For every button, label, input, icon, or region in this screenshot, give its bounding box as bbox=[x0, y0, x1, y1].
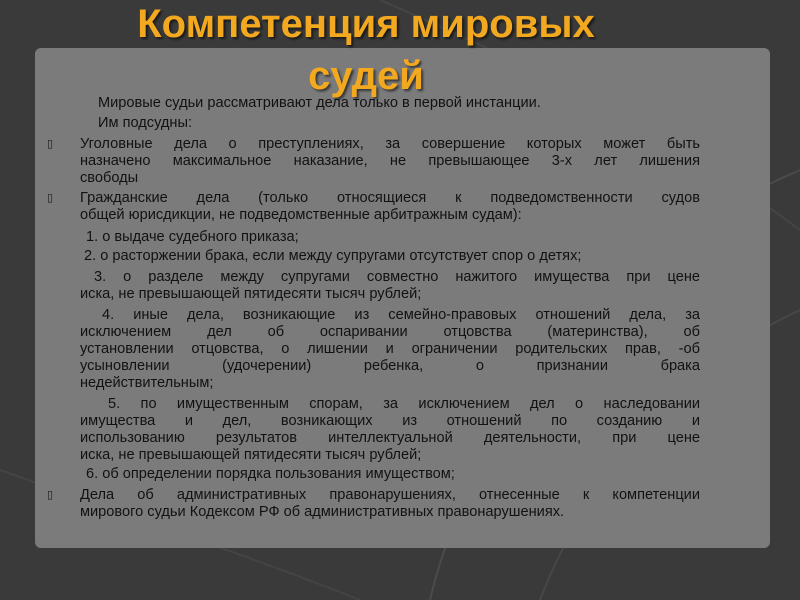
bullet-icon: ▯ bbox=[47, 191, 54, 204]
criminal-cases-text: Уголовные дела о преступлениях, за совершение которых может быть bbox=[80, 136, 700, 152]
criminal-cases-text: назначено максимальное наказание, не превышающее 3-х лет лишения bbox=[80, 153, 700, 169]
list-item-2: 2. о расторжении брака, если между супругами отсутствует спор о детях; bbox=[84, 248, 582, 264]
slide-title-line: Компетенция мировых bbox=[137, 2, 595, 46]
list-item-1: 1. о выдаче судебного приказа; bbox=[86, 229, 299, 245]
list-item-4: недействительным; bbox=[80, 375, 214, 391]
slide-title-line: судей bbox=[308, 54, 424, 98]
admin-cases-text: мирового судьи Кодексом РФ об административных правонарушениях. bbox=[80, 504, 565, 520]
list-item-3: 3. о разделе между супругами совместно нажитого имущества при цене bbox=[94, 269, 700, 285]
intro-text: Им подсудны: bbox=[98, 115, 193, 131]
criminal-cases-text: свободы bbox=[80, 170, 139, 186]
list-item-4: 4. иные дела, возникающие из семейно-правовых отношений дела, за bbox=[102, 307, 700, 323]
admin-cases-text: Дела об административных правонарушениях, отнесенные к компетенции bbox=[80, 487, 700, 503]
civil-cases-text: Гражданские дела (только относящиеся к подведомственности судов bbox=[80, 190, 700, 206]
list-item-4: установлении отцовства, о лишении и ограничении родительских прав, -об bbox=[80, 341, 700, 357]
list-item-6: 6. об определении порядка пользования имуществом; bbox=[86, 466, 455, 482]
list-item-5: 5. по имущественным спорам, за исключением дел о наследовании bbox=[108, 396, 700, 412]
list-item-4: усыновлении (удочерении) ребенка, о признании брака bbox=[80, 358, 700, 374]
list-item-5: имущества и дел, возникающих из отношений по созданию и bbox=[80, 413, 700, 429]
list-item-4: исключением дел об оспаривании отцовства (материнства), об bbox=[80, 324, 700, 340]
civil-cases-text: общей юрисдикции, не подведомственные арбитражным судам): bbox=[80, 207, 522, 223]
bullet-icon: ▯ bbox=[47, 488, 54, 501]
bullet-icon: ▯ bbox=[47, 137, 54, 150]
intro-text: Мировые судьи рассматривают дела только в первой инстанции. bbox=[98, 95, 541, 111]
list-item-5: иска, не превышающей пятидесяти тысяч рублей; bbox=[80, 447, 422, 463]
list-item-5: использованию результатов интеллектуальной деятельности, при цене bbox=[80, 430, 700, 446]
list-item-3: иска, не превышающей пятидесяти тысяч рублей; bbox=[80, 286, 422, 302]
